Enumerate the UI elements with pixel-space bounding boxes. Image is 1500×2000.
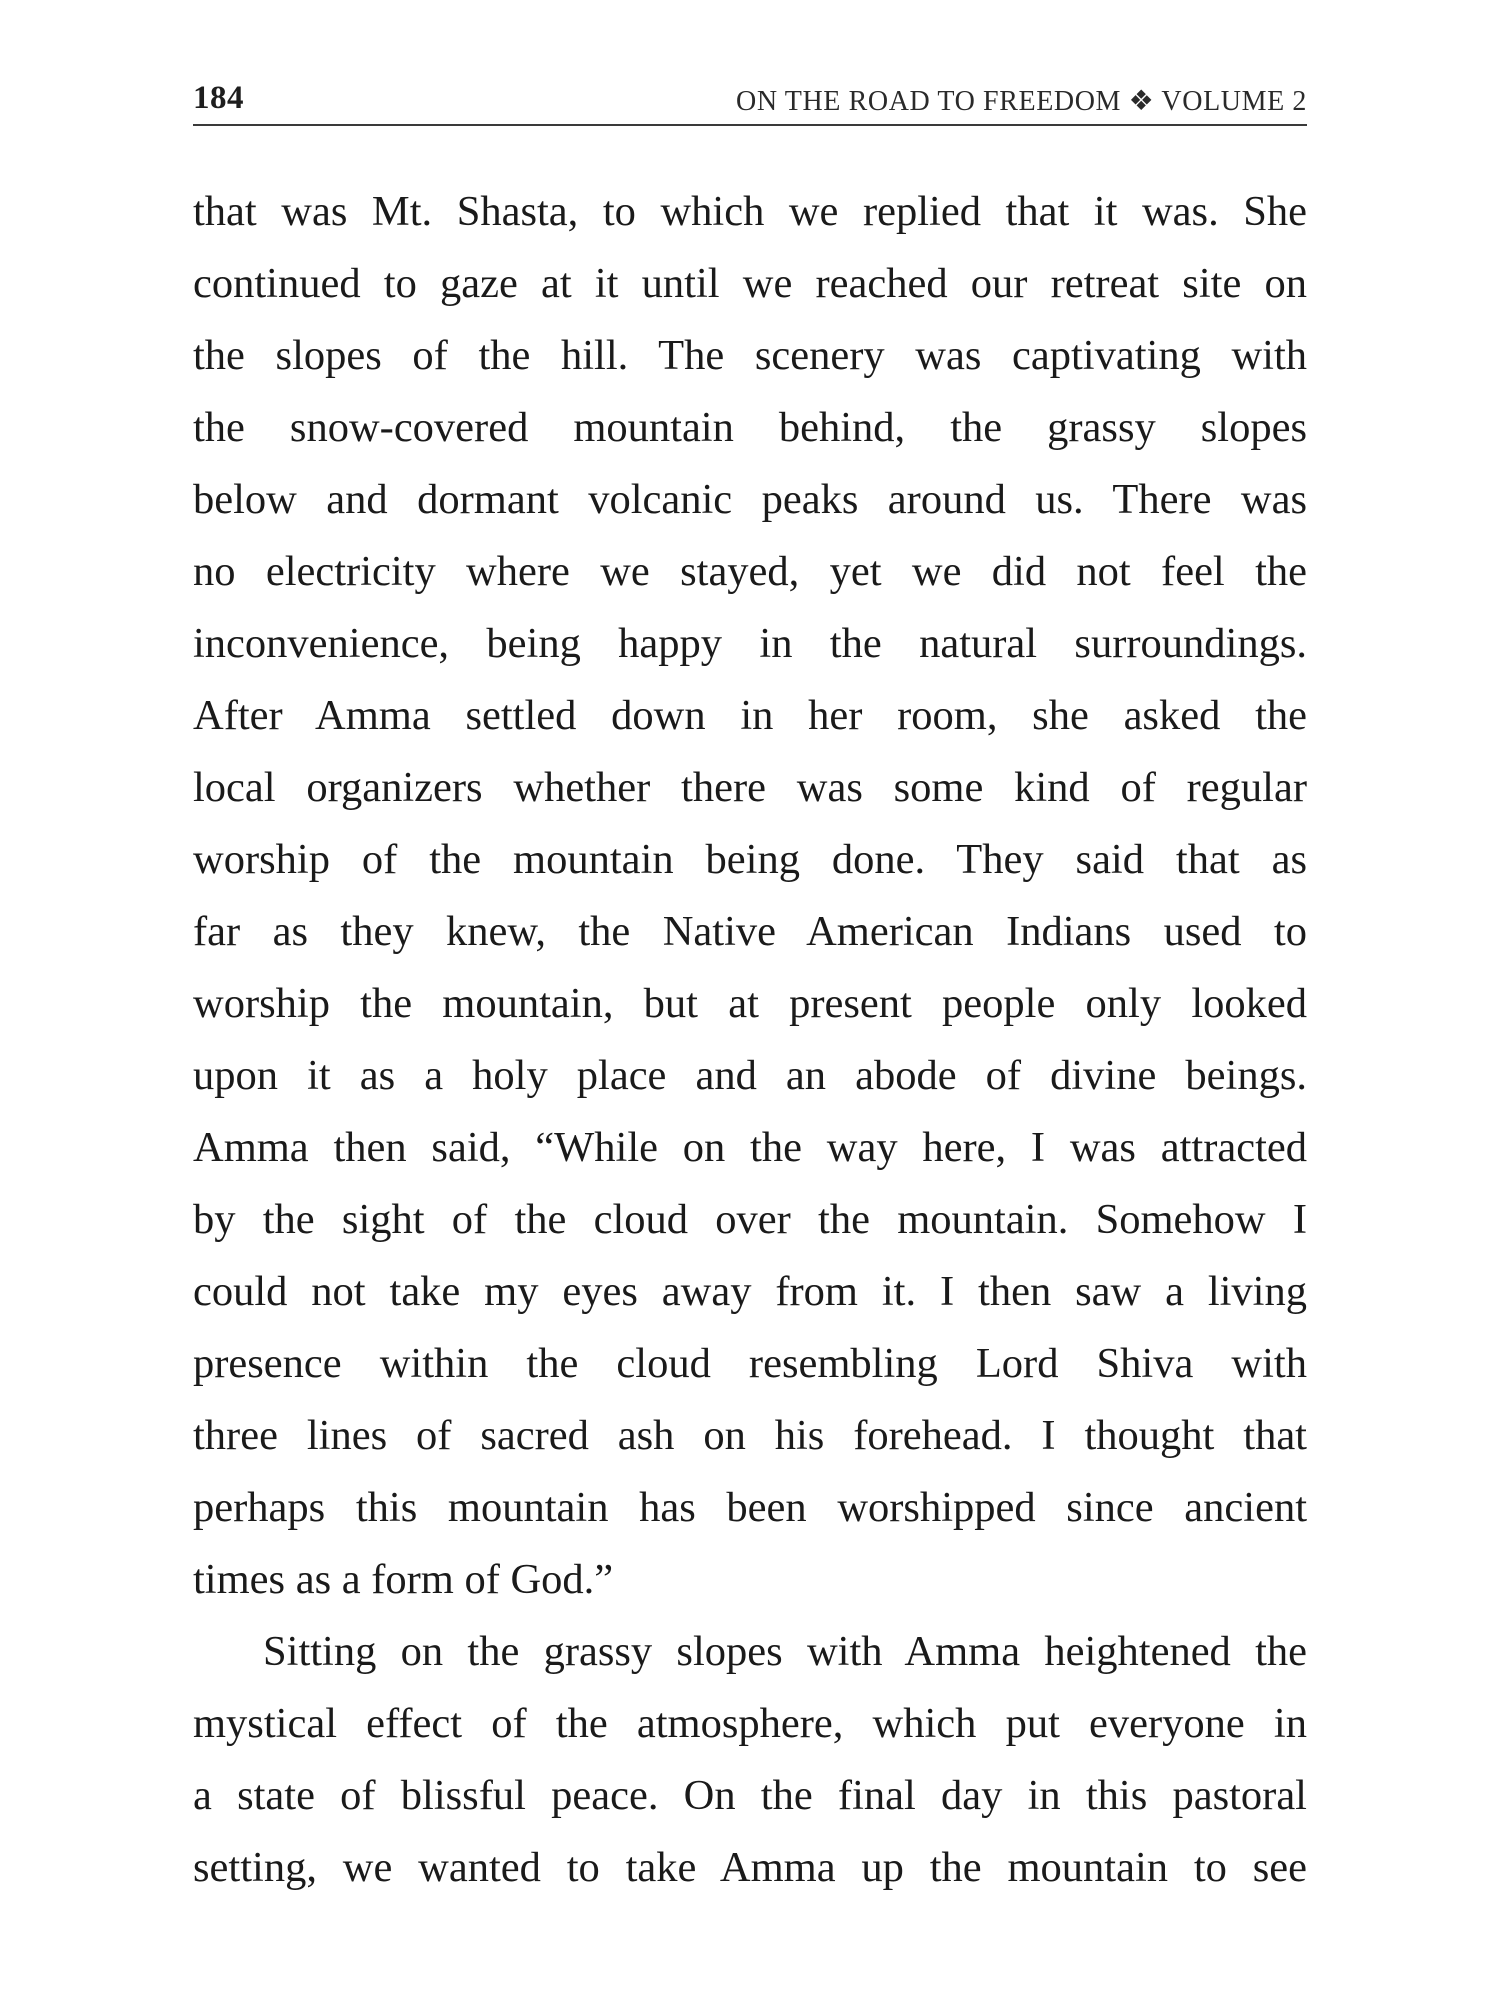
text-line: times as a form of God.” [193, 1556, 614, 1603]
text-line: After Amma settled down in her room, she asked the [193, 692, 1307, 739]
running-head: ON THE ROAD TO FREEDOM ❖ VOLUME 2 [736, 86, 1307, 117]
text-line: far as they knew, the Native American Indians used to [193, 908, 1307, 955]
text-line: no electricity where we stayed, yet we did not feel the [193, 548, 1307, 595]
text-line: worship the mountain, but at present people only looked [193, 980, 1307, 1027]
text-line: the slopes of the hill. The scenery was captivating with [193, 332, 1307, 379]
text-line: by the sight of the cloud over the mountain. Somehow I [193, 1196, 1307, 1243]
paragraph [193, 176, 1307, 1616]
text-line: worship of the mountain being done. They said that as [193, 836, 1307, 883]
text-line: Sitting on the grassy slopes with Amma heightened the [263, 1628, 1307, 1675]
text-line: three lines of sacred ash on his forehead. I thought that [193, 1412, 1307, 1459]
text-line: upon it as a holy place and an abode of divine beings. [193, 1052, 1307, 1099]
text-line: continued to gaze at it until we reached our retreat site on [193, 260, 1307, 307]
text-line: local organizers whether there was some kind of regular [193, 764, 1307, 811]
text-line: that was Mt. Shasta, to which we replied that it was. She [193, 188, 1307, 235]
page-number: 184 [193, 80, 244, 116]
text-line: the snow-covered mountain behind, the grassy slopes [193, 404, 1307, 451]
body-text [193, 176, 1307, 1904]
text-line: below and dormant volcanic peaks around us. There was [193, 476, 1307, 523]
paragraph [193, 1616, 1307, 1904]
text-line: presence within the cloud resembling Lord Shiva with [193, 1340, 1307, 1387]
text-line: could not take my eyes away from it. I then saw a living [193, 1268, 1307, 1315]
text-line: inconvenience, being happy in the natural surroundings. [193, 620, 1307, 667]
text-line: a state of blissful peace. On the final day in this pastoral [193, 1772, 1307, 1819]
text-line: Amma then said, “While on the way here, I was attracted [193, 1124, 1307, 1171]
text-line: perhaps this mountain has been worshipped since ancient [193, 1484, 1307, 1531]
text-line: setting, we wanted to take Amma up the mountain to see [193, 1844, 1307, 1891]
text-line: mystical effect of the atmosphere, which put everyone in [193, 1700, 1307, 1747]
page-header [193, 76, 1307, 126]
